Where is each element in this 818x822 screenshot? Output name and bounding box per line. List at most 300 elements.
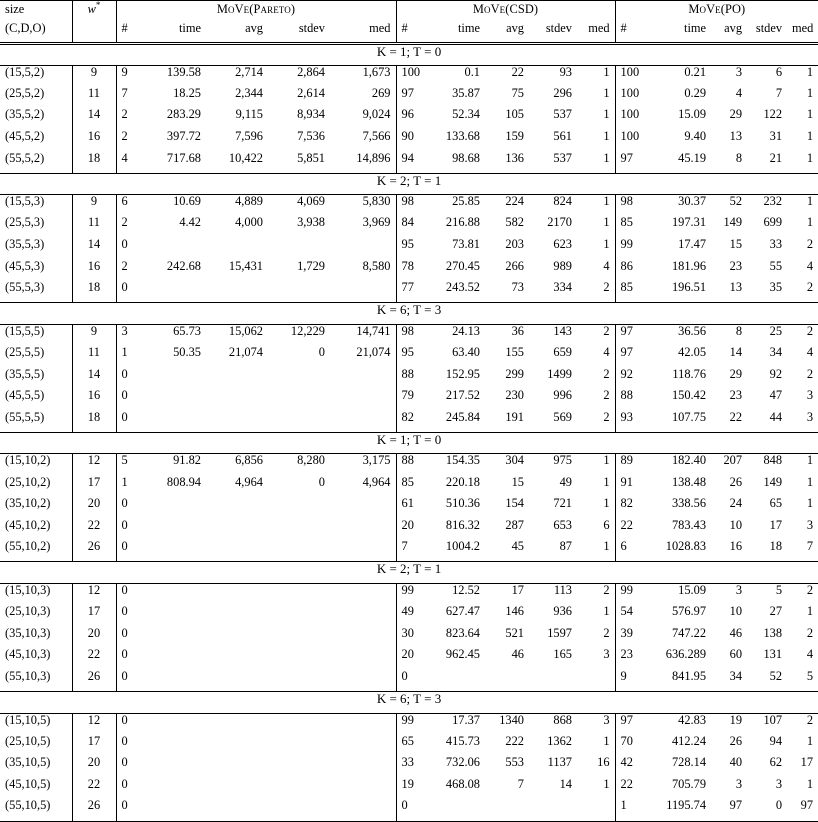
cell-po-med: 7: [787, 540, 818, 562]
cell-po-count: 23: [615, 648, 653, 670]
cell-po-med: 2: [787, 713, 818, 735]
cell-po-stdev: 107: [747, 713, 787, 735]
header-subcol-3-avg: avg: [711, 22, 747, 44]
cell-pareto-time: [144, 799, 206, 821]
cell-po-stdev: 25: [747, 324, 787, 346]
cell-pareto-med: 8,580: [362, 258, 391, 273]
row-size: (25,10,5): [5, 733, 51, 748]
cell-po-count: 9: [615, 670, 653, 692]
cell-po-stdev: 131: [763, 647, 783, 662]
row-size: (25,5,2): [5, 85, 45, 100]
cell-pareto-count: 0: [116, 281, 144, 303]
cell-pareto-stdev: 8,280: [268, 454, 330, 476]
section-banner-2: K = 2; T = 1: [376, 172, 442, 188]
row-size: (55,10,2): [0, 540, 72, 562]
cell-pareto-med: [330, 497, 396, 519]
cell-po-med: 1: [806, 85, 814, 100]
cell-csd-time: 133.68: [445, 129, 480, 144]
cell-po-count: 100: [615, 65, 653, 87]
cell-po-stdev: 699: [763, 215, 783, 230]
cell-po-med: 1: [806, 733, 814, 748]
cell-pareto-count: 0: [121, 366, 128, 381]
cell-csd-count: 85: [396, 476, 429, 498]
cell-csd-avg: 159: [505, 129, 524, 144]
cell-po-count: 22: [615, 778, 653, 800]
row-size: (15,10,3): [0, 584, 72, 606]
cell-po-avg: 34: [711, 670, 747, 692]
cell-po-time: 0.29: [684, 85, 707, 100]
cell-csd-stdev: 165: [553, 647, 572, 662]
cell-csd-stdev: 93: [529, 65, 577, 87]
header-size-sublabel: (C,D,O): [0, 22, 72, 44]
row-w-star: 18: [72, 411, 116, 433]
cell-pareto-count: 2: [121, 129, 128, 144]
cell-pareto-med: [330, 670, 396, 692]
row-size: (35,10,2): [5, 496, 51, 511]
cell-pareto-stdev: 0: [318, 345, 325, 359]
cell-po-med: 1: [806, 474, 814, 489]
cell-csd-stdev: 623: [553, 237, 572, 252]
cell-csd-time: 816.32: [445, 517, 480, 532]
cell-csd-avg: 17: [485, 584, 529, 606]
cell-csd-med: 2: [577, 584, 615, 606]
cell-po-count: 97: [615, 152, 653, 174]
cell-pareto-time: [144, 713, 206, 735]
row-size: (15,5,3): [0, 195, 72, 217]
cell-po-count: 1: [615, 799, 653, 821]
header-subcol-3-stdev: stdev: [747, 22, 787, 44]
cell-pareto-count: 0: [121, 647, 128, 662]
cell-pareto-stdev: [268, 411, 330, 433]
cell-po-med: 1: [806, 776, 814, 791]
cell-csd-stdev: 537: [553, 107, 572, 122]
cell-po-time: 15.09: [678, 107, 707, 122]
cell-csd-stdev: 113: [529, 584, 577, 606]
cell-pareto-count: 0: [121, 776, 128, 791]
header-row-groups: [0, 1, 818, 23]
cell-csd-count: 90: [396, 130, 429, 152]
cell-po-stdev: 5: [747, 584, 787, 606]
cell-pareto-count: 0: [116, 713, 144, 735]
cell-po-stdev: 52: [747, 670, 787, 692]
cell-po-count: 6: [615, 540, 653, 562]
cell-csd-time: 216.88: [445, 215, 480, 230]
cell-pareto-med: [330, 627, 396, 649]
cell-po-avg: 23: [729, 258, 743, 273]
cell-csd-stdev: [529, 799, 577, 821]
cell-csd-time: 17.37: [429, 713, 485, 735]
cell-csd-time: 243.52: [429, 281, 485, 303]
cell-po-avg: 10: [729, 604, 743, 619]
cell-po-med: 2: [806, 625, 814, 640]
table-row: [0, 799, 818, 821]
cell-csd-med: [577, 670, 615, 692]
cell-pareto-stdev: 1,729: [297, 258, 325, 273]
table-row: [0, 108, 818, 130]
cell-csd-stdev: 996: [553, 388, 572, 403]
cell-pareto-avg: 2,344: [235, 85, 263, 100]
cell-po-stdev: 92: [769, 366, 783, 381]
cell-csd-avg: 266: [505, 258, 524, 273]
cell-pareto-med: [330, 778, 396, 800]
cell-pareto-med: [330, 540, 396, 562]
header-group-1: MoVe(Pareto): [116, 1, 396, 23]
cell-pareto-count: 2: [121, 258, 128, 273]
cell-po-med: 1: [787, 152, 818, 174]
cell-pareto-time: [144, 497, 206, 519]
header-group-2: MoVe(CSD): [396, 1, 615, 23]
cell-csd-med: 3: [577, 713, 615, 735]
cell-pareto-avg: 6,856: [206, 454, 268, 476]
section-banner-4: K = 1; T = 0: [376, 431, 442, 447]
cell-csd-med: 1: [603, 496, 610, 511]
table-row: [0, 368, 818, 390]
cell-pareto-med: 3,175: [330, 454, 396, 476]
cell-csd-count: 96: [396, 108, 429, 130]
cell-po-time: 118.76: [672, 366, 707, 381]
cell-pareto-time: 65.73: [144, 324, 206, 346]
cell-pareto-stdev: [268, 756, 330, 778]
cell-csd-count: 84: [396, 216, 429, 238]
cell-csd-avg: 230: [505, 388, 524, 403]
row-w-star: 12: [72, 454, 116, 476]
cell-csd-med: 4: [603, 345, 610, 359]
cell-po-count: 100: [615, 108, 653, 130]
cell-pareto-count: 0: [121, 604, 128, 619]
w-symbol: w: [87, 2, 96, 17]
cell-csd-med: 1: [577, 540, 615, 562]
row-size: (25,10,2): [5, 474, 51, 489]
cell-pareto-med: [330, 281, 396, 303]
cell-po-med: 1: [806, 107, 814, 122]
cell-po-med: 1: [806, 215, 814, 230]
cell-po-time: 747.22: [671, 625, 707, 640]
cell-pareto-stdev: [268, 540, 330, 562]
cell-csd-med: 1: [577, 195, 615, 217]
cell-pareto-med: [330, 368, 396, 390]
cell-csd-med: 1: [603, 129, 610, 144]
row-w-star: 16: [72, 130, 116, 152]
cell-csd-avg: 582: [505, 215, 524, 230]
section-banner-1: K = 1; T = 0: [376, 44, 442, 60]
cell-po-stdev: 122: [763, 107, 783, 122]
cell-csd-stdev: 569: [529, 411, 577, 433]
cell-po-stdev: 149: [763, 474, 783, 489]
cell-po-count: 100: [615, 87, 653, 109]
cell-po-stdev: 94: [769, 733, 783, 748]
row-w-star: 12: [72, 713, 116, 735]
table-row: [0, 670, 818, 692]
header-subcol-2-count: #: [396, 22, 429, 44]
cell-po-med: 1: [806, 604, 814, 619]
row-size: (25,5,3): [5, 215, 45, 230]
cell-csd-stdev: 561: [553, 129, 572, 144]
cell-pareto-avg: [206, 497, 268, 519]
cell-pareto-med: [330, 389, 396, 411]
cell-csd-time: 98.68: [429, 152, 485, 174]
header-subcol-3-time: time: [653, 22, 711, 44]
cell-csd-med: 1: [577, 454, 615, 476]
results-table-body: [0, 1, 818, 822]
cell-csd-stdev: 1499: [547, 366, 572, 381]
cell-po-count: 99: [615, 238, 653, 260]
cell-pareto-stdev: [268, 735, 330, 757]
cell-po-avg: 4: [735, 85, 743, 100]
table-row: [0, 648, 818, 670]
row-size: (55,5,2): [0, 152, 72, 174]
cell-po-med: 2: [806, 237, 814, 252]
cell-csd-time: [429, 799, 485, 821]
cell-csd-stdev: 1597: [547, 625, 572, 640]
cell-csd-avg: 73: [485, 281, 529, 303]
row-size: (55,5,5): [0, 411, 72, 433]
cell-po-stdev: 27: [769, 604, 783, 619]
section-banner-row: [0, 432, 818, 454]
cell-csd-time: 12.52: [429, 584, 485, 606]
cell-po-time: 15.09: [653, 584, 711, 606]
cell-csd-count: 100: [396, 65, 429, 87]
cell-po-time: 197.31: [671, 215, 707, 230]
cell-pareto-time: [144, 238, 206, 260]
table-row: [0, 411, 818, 433]
cell-csd-time: 510.36: [445, 496, 480, 511]
cell-pareto-med: [330, 411, 396, 433]
cell-csd-avg: 224: [485, 195, 529, 217]
cell-pareto-stdev: [268, 584, 330, 606]
row-size: (35,10,3): [5, 625, 51, 640]
cell-pareto-avg: [206, 368, 268, 390]
cell-pareto-time: 4.42: [179, 215, 201, 230]
cell-pareto-time: [144, 584, 206, 606]
cell-po-count: 98: [615, 195, 653, 217]
cell-pareto-count: 1: [121, 474, 128, 489]
row-w-star: 14: [72, 368, 116, 390]
row-size: (55,5,3): [0, 281, 72, 303]
table-row: [0, 389, 818, 411]
cell-po-med: 2: [806, 366, 814, 381]
cell-csd-time: 25.85: [429, 195, 485, 217]
section-banner-row: [0, 303, 818, 325]
cell-po-time: 728.14: [671, 755, 707, 770]
cell-csd-time: 52.34: [452, 107, 480, 122]
cell-csd-time: 823.64: [445, 625, 480, 640]
cell-csd-stdev: 975: [529, 454, 577, 476]
cell-po-count: 70: [615, 735, 653, 757]
cell-csd-stdev: 936: [553, 604, 572, 619]
row-w-star: 26: [72, 670, 116, 692]
cell-pareto-count: 2: [121, 107, 128, 122]
cell-po-stdev: 35: [747, 281, 787, 303]
cell-po-stdev: 31: [769, 129, 783, 144]
row-w-star: 22: [72, 648, 116, 670]
cell-pareto-med: 21,074: [356, 345, 391, 359]
cell-pareto-avg: [206, 281, 268, 303]
cell-po-count: 82: [615, 497, 653, 519]
cell-csd-count: 99: [396, 713, 429, 735]
cell-pareto-avg: [206, 540, 268, 562]
cell-po-med: 1: [787, 195, 818, 217]
cell-pareto-med: 14,741: [330, 324, 396, 346]
cell-po-med: 3: [806, 388, 814, 403]
cell-po-stdev: 18: [747, 540, 787, 562]
cell-po-stdev: 3: [775, 776, 783, 791]
row-w-star: 11: [72, 87, 116, 109]
cell-po-avg: 40: [729, 755, 743, 770]
cell-pareto-time: [144, 281, 206, 303]
cell-pareto-avg: [206, 519, 268, 541]
header-subcol-3-count: #: [615, 22, 653, 44]
cell-po-stdev: 17: [769, 517, 783, 532]
row-size: (35,5,3): [5, 237, 45, 252]
cell-csd-stdev: 1362: [547, 733, 572, 748]
cell-pareto-time: [144, 540, 206, 562]
cell-csd-stdev: 653: [553, 517, 572, 532]
cell-pareto-med: [330, 238, 396, 260]
cell-csd-med: 1: [603, 85, 610, 100]
cell-pareto-avg: [206, 778, 268, 800]
cell-pareto-time: [144, 670, 206, 692]
row-w-star: 17: [72, 605, 116, 627]
header-subcol-2-time: time: [429, 22, 485, 44]
cell-pareto-avg: [206, 648, 268, 670]
cell-po-med: 1: [787, 65, 818, 87]
cell-pareto-stdev: [268, 778, 330, 800]
cell-csd-count: 20: [396, 648, 429, 670]
table-row: [0, 281, 818, 303]
table-row: [0, 627, 818, 649]
cell-po-avg: 23: [729, 388, 743, 403]
cell-csd-stdev: 49: [559, 474, 572, 489]
cell-po-stdev: 6: [747, 65, 787, 87]
cell-csd-time: [429, 670, 485, 692]
cell-pareto-med: 1,673: [330, 65, 396, 87]
cell-po-count: 97: [615, 324, 653, 346]
cell-pareto-avg: [206, 670, 268, 692]
cell-pareto-avg: [206, 238, 268, 260]
cell-csd-avg: 36: [485, 324, 529, 346]
cell-pareto-time: 139.58: [144, 65, 206, 87]
cell-csd-count: 49: [396, 605, 429, 627]
cell-pareto-med: 9,024: [362, 107, 391, 122]
cell-csd-count: 65: [396, 735, 429, 757]
cell-pareto-count: 0: [121, 237, 128, 252]
cell-csd-avg: 521: [505, 625, 524, 640]
cell-csd-stdev: 334: [529, 281, 577, 303]
cell-pareto-time: 242.68: [166, 258, 201, 273]
section-banner-row: [0, 692, 818, 714]
cell-pareto-med: [330, 735, 396, 757]
cell-po-avg: 46: [729, 625, 743, 640]
cell-po-avg: 15: [729, 237, 743, 252]
cell-po-med: 2: [787, 324, 818, 346]
cell-pareto-avg: 15,062: [206, 324, 268, 346]
cell-po-med: 17: [800, 755, 814, 770]
cell-csd-med: 16: [597, 755, 610, 770]
cell-po-stdev: 21: [747, 152, 787, 174]
cell-csd-count: 0: [396, 799, 429, 821]
cell-po-time: 138.48: [671, 474, 707, 489]
cell-pareto-stdev: 7,536: [297, 129, 325, 144]
cell-pareto-avg: [206, 799, 268, 821]
cell-csd-med: 1: [603, 107, 610, 122]
cell-pareto-count: 0: [121, 733, 128, 748]
cell-pareto-stdev: 2,864: [268, 65, 330, 87]
row-w-star: 11: [72, 216, 116, 238]
cell-po-avg: 207: [711, 454, 747, 476]
cell-csd-time: 468.08: [445, 776, 480, 791]
cell-csd-stdev: 659: [553, 345, 572, 359]
cell-po-med: 3: [787, 411, 818, 433]
cell-csd-avg: 287: [505, 517, 524, 532]
cell-csd-avg: 105: [505, 107, 524, 122]
cell-po-stdev: 232: [747, 195, 787, 217]
cell-po-avg: 60: [729, 647, 743, 662]
cell-pareto-avg: [206, 756, 268, 778]
cell-csd-stdev: 824: [529, 195, 577, 217]
cell-csd-count: 94: [396, 152, 429, 174]
cell-csd-count: 30: [396, 627, 429, 649]
cell-po-count: 97: [615, 346, 653, 368]
header-subcol-2-med: med: [577, 22, 615, 44]
row-w-star: 14: [72, 108, 116, 130]
cell-pareto-stdev: 4,069: [268, 195, 330, 217]
cell-pareto-time: [144, 648, 206, 670]
table-row: [0, 476, 818, 498]
cell-csd-avg: 154: [505, 496, 524, 511]
cell-csd-med: 2: [603, 366, 610, 381]
cell-po-time: 9.40: [684, 129, 707, 144]
cell-pareto-avg: [206, 411, 268, 433]
cell-pareto-med: 5,830: [330, 195, 396, 217]
row-w-star: 14: [72, 238, 116, 260]
cell-po-avg: 13: [711, 281, 747, 303]
table-row: [0, 346, 818, 368]
cell-po-med: 2: [787, 281, 818, 303]
cell-csd-avg: 146: [505, 604, 524, 619]
cell-csd-count: 98: [396, 324, 429, 346]
row-size: (15,10,2): [0, 454, 72, 476]
cell-pareto-med: 269: [371, 85, 391, 100]
cell-csd-avg: 45: [485, 540, 529, 562]
cell-pareto-med: 3,969: [362, 215, 391, 230]
cell-po-time: 36.56: [653, 324, 711, 346]
cell-pareto-med: [330, 799, 396, 821]
table-row: [0, 238, 818, 260]
table-row: [0, 519, 818, 541]
cell-po-avg: 8: [711, 324, 747, 346]
row-size: (55,10,5): [0, 799, 72, 821]
cell-po-avg: 3: [711, 65, 747, 87]
cell-po-avg: 10: [729, 517, 743, 532]
cell-pareto-avg: 2,714: [206, 65, 268, 87]
cell-pareto-count: 6: [116, 195, 144, 217]
row-size: (45,10,5): [5, 776, 51, 791]
cell-po-avg: 8: [711, 152, 747, 174]
row-w-star: 26: [72, 540, 116, 562]
cell-po-stdev: 47: [769, 388, 783, 403]
cell-csd-avg: 299: [505, 366, 524, 381]
cell-csd-count: 95: [396, 238, 429, 260]
cell-csd-count: 0: [396, 670, 429, 692]
cell-csd-med: 3: [603, 647, 610, 662]
cell-csd-count: 82: [396, 411, 429, 433]
cell-pareto-stdev: [268, 281, 330, 303]
cell-pareto-stdev: 12,229: [268, 324, 330, 346]
cell-pareto-count: 2: [121, 215, 128, 230]
cell-csd-avg: 15: [511, 474, 524, 489]
cell-pareto-time: [144, 756, 206, 778]
cell-csd-stdev: 868: [529, 713, 577, 735]
